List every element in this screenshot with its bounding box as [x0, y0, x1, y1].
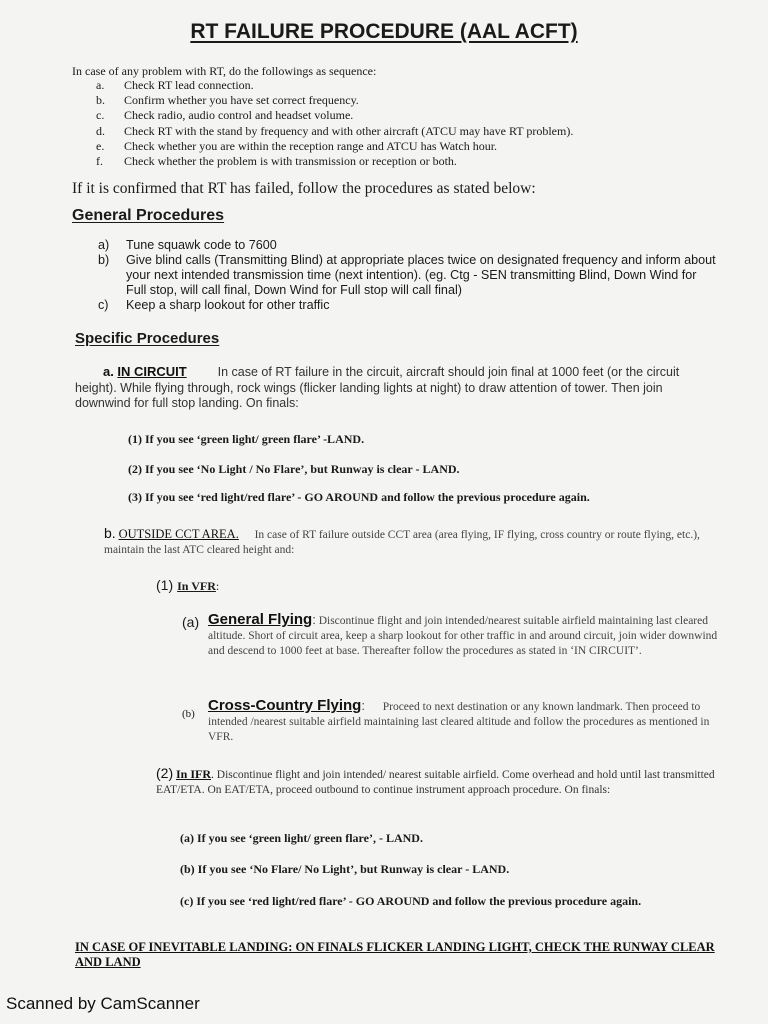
cross-country-text: Proceed to next destination or any known landmark. Then proceed to intended /nearest suitable airfield maintaining last cleared altitude and follow the procedures as mentioned in VFR.	[208, 701, 710, 743]
ifr-rule-c: (c) If you see ‘red light/red flare’ - GO AROUND and follow the previous procedure again.	[180, 894, 642, 908]
scanner-watermark: Scanned by CamScanner	[6, 994, 200, 1013]
in-circuit-text: In case of RT failure in the circuit, aircraft should join final at 1000 feet (or the circuit height). While flying through, rock wings (flicker landing lights at night) to draw attention of tower. Then join downwind for full stop landing. On finals:	[75, 365, 680, 410]
outside-cct-text: In case of RT failure outside CCT area (area flying, IF flying, cross country or route flying, etc.), maintain the last ATC cleared height and:	[104, 529, 700, 556]
vfr-suffix: :	[215, 579, 220, 593]
list-item	[98, 253, 718, 298]
ifr-text: Discontinue flight and join intended/ nearest suitable airfield. Come overhead and hold until last transmitted EAT/ETA. On EAT/ETA, proceed outbound to continue instrument approach procedure. On finals:	[156, 769, 715, 796]
list-text: Check whether the problem is with transmission or reception or both.	[124, 154, 457, 169]
general-flying-text: Discontinue flight and join intended/nearest suitable airfield maintaining last cleared altitude. Short of circuit area, keep a sharp lookout for other traffic in and around circuit, join wider downwind and descend to 1000 feet at base. Thereafter follow the procedures as stated in ‘IN CIRCUIT’.	[208, 615, 718, 657]
list-item	[96, 139, 573, 154]
general-flying-marker: (a)	[182, 614, 200, 630]
list-text: Check RT lead connection.	[124, 78, 254, 92]
list-text: Check RT with the stand by frequency and with other aircraft (ATCU may have RT problem).	[124, 123, 574, 138]
vfr-label: In VFR	[177, 579, 216, 593]
cross-country-marker: (b)	[182, 708, 195, 720]
general-procedures-list	[98, 238, 718, 313]
list-item	[98, 298, 718, 313]
vfr-heading	[156, 577, 219, 595]
list-text: Confirm whether you have set correct frequency.	[124, 93, 359, 108]
general-flying-paragraph: General Flying: Discontinue flight and join intended/nearest suitable airfield maintaining last cleared altitude. Short of circuit area, keep a sharp lookout for other traffic in and around circuit, join wider downwind and descend to 1000 feet at base. Thereafter follow the procedures as stated in ‘IN CIRCUIT’.	[208, 611, 718, 657]
list-item	[96, 108, 573, 123]
in-circuit-rule-1: (1) If you see ‘green light/ green flare’ -LAND.	[128, 432, 365, 446]
list-marker: f.	[96, 154, 103, 169]
outside-cct-paragraph	[104, 526, 718, 558]
page-title: RT FAILURE PROCEDURE (AAL ACFT)	[190, 20, 578, 43]
in-circuit-label: IN CIRCUIT	[117, 364, 187, 379]
list-marker: e.	[96, 138, 105, 153]
list-item	[96, 93, 573, 108]
check-list	[96, 78, 573, 169]
ifr-rule-a: (a) If you see ‘green light/ green flare’, - LAND.	[180, 831, 423, 845]
list-item	[96, 124, 573, 139]
vfr-marker: (1)	[156, 577, 174, 593]
in-circuit-marker: a.	[103, 364, 114, 379]
cross-country-label: Cross-Country Flying	[208, 697, 362, 714]
general-flying-label: General Flying	[208, 611, 313, 628]
intro-text: In case of any problem with RT, do the followings as sequence:	[72, 64, 377, 78]
inevitable-landing-note: IN CASE OF INEVITABLE LANDING: ON FINALS FLICKER LANDING LIGHT, CHECK THE RUNWAY CLEAR AND LAND	[75, 940, 715, 969]
list-text: Tune squawk code to 7600	[126, 238, 277, 252]
in-circuit-paragraph	[75, 364, 717, 412]
ifr-paragraph: (2) In IFR. Discontinue flight and join intended/ nearest suitable airfield. Come overhead and hold until last transmitted EAT/ETA. On EAT/ETA, proceed outbound to continue instrument approach procedure. On finals:	[156, 765, 715, 796]
list-item	[98, 238, 718, 253]
ifr-rule-b: (b) If you see ‘No Flare/ No Light’, but Runway is clear - LAND.	[180, 862, 510, 876]
list-text: Check whether you are within the reception range and ATCU has Watch hour.	[124, 138, 498, 153]
ifr-label: In IFR	[176, 767, 212, 781]
list-item	[96, 78, 573, 93]
list-marker: a.	[96, 78, 105, 92]
list-item	[96, 154, 573, 169]
list-marker: b.	[96, 93, 105, 108]
cross-country-paragraph: Cross-Country Flying: Proceed to next destination or any known landmark. Then proceed to intended /nearest suitable airfield maintaining last cleared altitude and follow the procedures as mentioned in VFR.	[208, 697, 710, 743]
in-circuit-rule-3: (3) If you see ‘red light/red flare’ - GO AROUND and follow the previous procedure again.	[128, 490, 590, 504]
list-marker: a)	[98, 238, 110, 252]
list-text: Check radio, audio control and headset volume.	[124, 108, 354, 123]
list-text: Give blind calls (Transmitting Blind) at appropriate places twice on designated frequency and inform about your next intended transmission time (next intention). (eg. Ctg - SEN transmitting Blind, Down Wind for Full stop, will call final, Down Wind for Full stop will call final)	[126, 253, 716, 297]
confirmed-text: If it is confirmed that RT has failed, follow the procedures as stated below:	[72, 180, 536, 197]
outside-cct-label: OUTSIDE CCT AREA.	[118, 527, 239, 541]
outside-cct-marker: b.	[104, 525, 116, 541]
specific-procedures-heading: Specific Procedures	[75, 330, 220, 347]
list-marker: c.	[96, 108, 105, 123]
general-procedures-heading: General Procedures	[72, 207, 225, 224]
ifr-marker: (2)	[156, 765, 174, 781]
in-circuit-rule-2: (2) If you see ‘No Light / No Flare’, but Runway is clear - LAND.	[128, 462, 460, 476]
list-marker: c)	[98, 298, 109, 312]
list-marker: b)	[98, 253, 110, 267]
list-text: Keep a sharp lookout for other traffic	[126, 298, 330, 312]
list-marker: d.	[96, 123, 105, 138]
